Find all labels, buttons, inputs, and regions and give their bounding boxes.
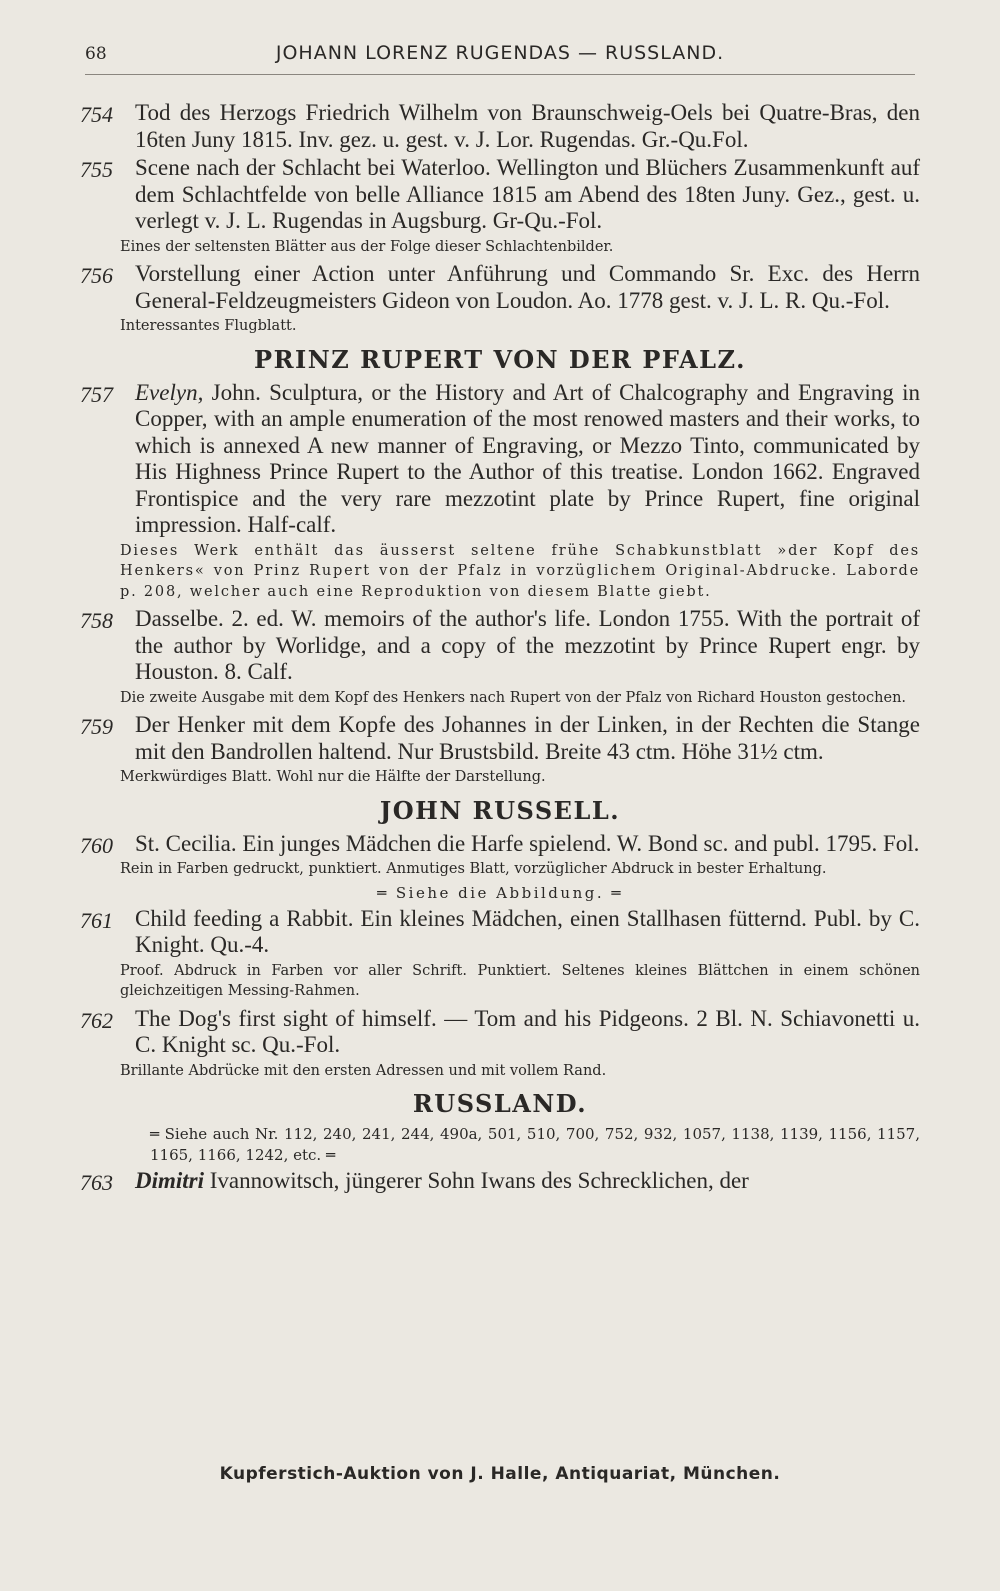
- entry-number: 760: [80, 832, 113, 858]
- entry-body: Ivannowitsch, jüngerer Sohn Iwans des Schrecklichen, der: [204, 1168, 749, 1193]
- section-heading-rupert: PRINZ RUPERT VON DER PFALZ.: [254, 344, 746, 374]
- entry-note: Interessantes Flugblatt.: [120, 318, 297, 334]
- catalog-entry: [80, 906, 920, 959]
- see-illustration-text: Siehe die Abbildung.: [395, 883, 605, 902]
- entry-text: Child feeding a Rabbit. Ein kleines Mädchen, einen Stallhasen fütternd. Publ. by C. Knight. Qu.-4.: [135, 905, 920, 957]
- page-header: [85, 42, 915, 75]
- entry-number: 756: [80, 263, 113, 288]
- entry-text: Tod des Herzogs Friedrich Wilhelm von Braunschweig-Oels bei Quatre-Bras, den 16ten Juny 1815. Inv. gez. u. gest. v. J. Lor. Rugendas. Gr.-Qu.Fol.: [135, 100, 920, 152]
- entry-note: Merkwürdiges Blatt. Wohl nur die Hälfte der Darstellung.: [120, 769, 546, 785]
- entry-body: John. Sculptura, or the History and Art of Chalcography and Engraving in Copper, with an ample enumeration of the most renowed masters and their works, to which is annexed A new manner of Engraving, or Mezzo Tinto, communicated by His Highness Prince Rupert to the Author of this treatise. London 1662. Engraved Frontispice and the very rare mezzotint plate by Prince Rupert, fine original impression. Half-calf.: [135, 379, 920, 537]
- entry-note: Rein in Farben gedruckt, punktiert. Anmutiges Blatt, vorzüglicher Abdruck in bester Erhaltung.: [120, 861, 827, 877]
- catalog-entry: [80, 380, 920, 539]
- entry-note: Proof. Abdruck in Farben vor aller Schrift. Punktiert. Seltenes kleines Blättchen in einem schönen gleichzeitigen Messing-Rahmen.: [120, 962, 920, 999]
- entry-note: Eines der seltensten Blätter aus der Folge dieser Schlachtenbilder.: [120, 238, 614, 255]
- section-heading-russland: RUSSLAND.: [412, 1089, 588, 1118]
- deco-mark: ═: [611, 883, 623, 902]
- catalog-entry: [80, 831, 920, 858]
- entry-number: 761: [80, 907, 113, 933]
- entry-number: 763: [80, 1170, 113, 1195]
- entry-note: Die zweite Ausgabe mit dem Kopf des Henkers nach Rupert von der Pfalz von Richard Houston gestochen.: [120, 689, 907, 706]
- entry-note: Dieses Werk enthält das äusserst seltene frühe Schabkunstblatt »der Kopf des Henkers« von Prinz Rupert von der Pfalz in vorzüglichem Original-Abdrucke. Laborde p. 208, welcher auch eine Reproduktion von diesem Blatte giebt.: [120, 542, 920, 600]
- page-number: 68: [85, 44, 107, 64]
- catalog-entry: [80, 1006, 920, 1059]
- entry-number: 754: [80, 102, 113, 127]
- entry-author: Dimitri: [135, 1168, 205, 1193]
- entry-text: Der Henker mit dem Kopfe des Johannes in der Linken, in der Rechten die Stange mit den Bandrollen haltend. Nur Brustsbild. Breite 43 ctm. Höhe 31½ ctm.: [135, 712, 920, 764]
- catalog-entry: [80, 100, 920, 153]
- entry-number: 755: [80, 157, 113, 182]
- deco-mark: ═: [326, 1146, 336, 1164]
- entry-author: Evelyn,: [135, 379, 204, 405]
- entry-text: Vorstellung einer Action unter Anführung und Commando Sr. Exc. des Herrn General-Feldzeugmeisters Gideon von Loudon. Ao. 1778 gest. v. J. L. R. Qu.-Fol.: [135, 261, 920, 313]
- entry-number: 759: [80, 714, 113, 739]
- catalog-entry: [80, 155, 920, 235]
- catalog-entry: [80, 261, 920, 314]
- entry-note: Brillante Abdrücke mit den ersten Adressen und mit vollem Rand.: [120, 1062, 607, 1079]
- entry-text: Dasselbe. 2. ed. W. memoirs of the author's life. London 1755. With the portrait of the author by Worlidge, and a copy of the mezzotint by Prince Rupert engr. by Houston. 8. Calf.: [135, 606, 920, 684]
- entry-text: The Dog's first sight of himself. — Tom and his Pidgeons. 2 Bl. N. Schiavonetti u. C. Knight sc. Qu.-Fol.: [135, 1005, 920, 1057]
- catalog-entry: [80, 712, 920, 765]
- section-heading-russell: JOHN RUSSELL.: [379, 795, 621, 825]
- deco-mark: ═: [377, 883, 389, 902]
- see-also-text: Siehe auch Nr. 112, 240, 241, 244, 490a, 501, 510, 700, 752, 932, 1057, 1138, 1139, 1156, 1157, 1165, 1166, 1242, etc.: [150, 1125, 920, 1164]
- page-footer: Kupferstich-Auktion von J. Halle, Antiquariat, München.: [219, 1464, 781, 1484]
- see-illustration-note: [80, 884, 920, 902]
- entry-number: 762: [80, 1007, 113, 1033]
- catalog-entry: [80, 1168, 920, 1195]
- running-title: JOHANN LORENZ RUGENDAS — RUSSLAND.: [275, 42, 725, 64]
- entry-text: [135, 1168, 920, 1195]
- catalog-entry: [80, 606, 920, 686]
- catalog-body: [80, 100, 920, 1197]
- entry-text: Scene nach der Schlacht bei Waterloo. Wellington und Blüchers Zusammenkunft auf dem Schlachtfelde von belle Alliance 1815 am Abend des 18ten Juny. Gez., gest. u. verlegt v. J. L. Rugendas in Augsburg. Gr-Qu.-Fol.: [135, 155, 920, 233]
- see-also-note: [150, 1124, 920, 1166]
- entry-text: [135, 380, 920, 539]
- entry-number: 758: [80, 608, 113, 633]
- entry-number: 757: [80, 381, 113, 407]
- entry-text: St. Cecilia. Ein junges Mädchen die Harfe spielend. W. Bond sc. and publ. 1795. Fol.: [135, 830, 920, 856]
- deco-mark: ═: [150, 1125, 160, 1143]
